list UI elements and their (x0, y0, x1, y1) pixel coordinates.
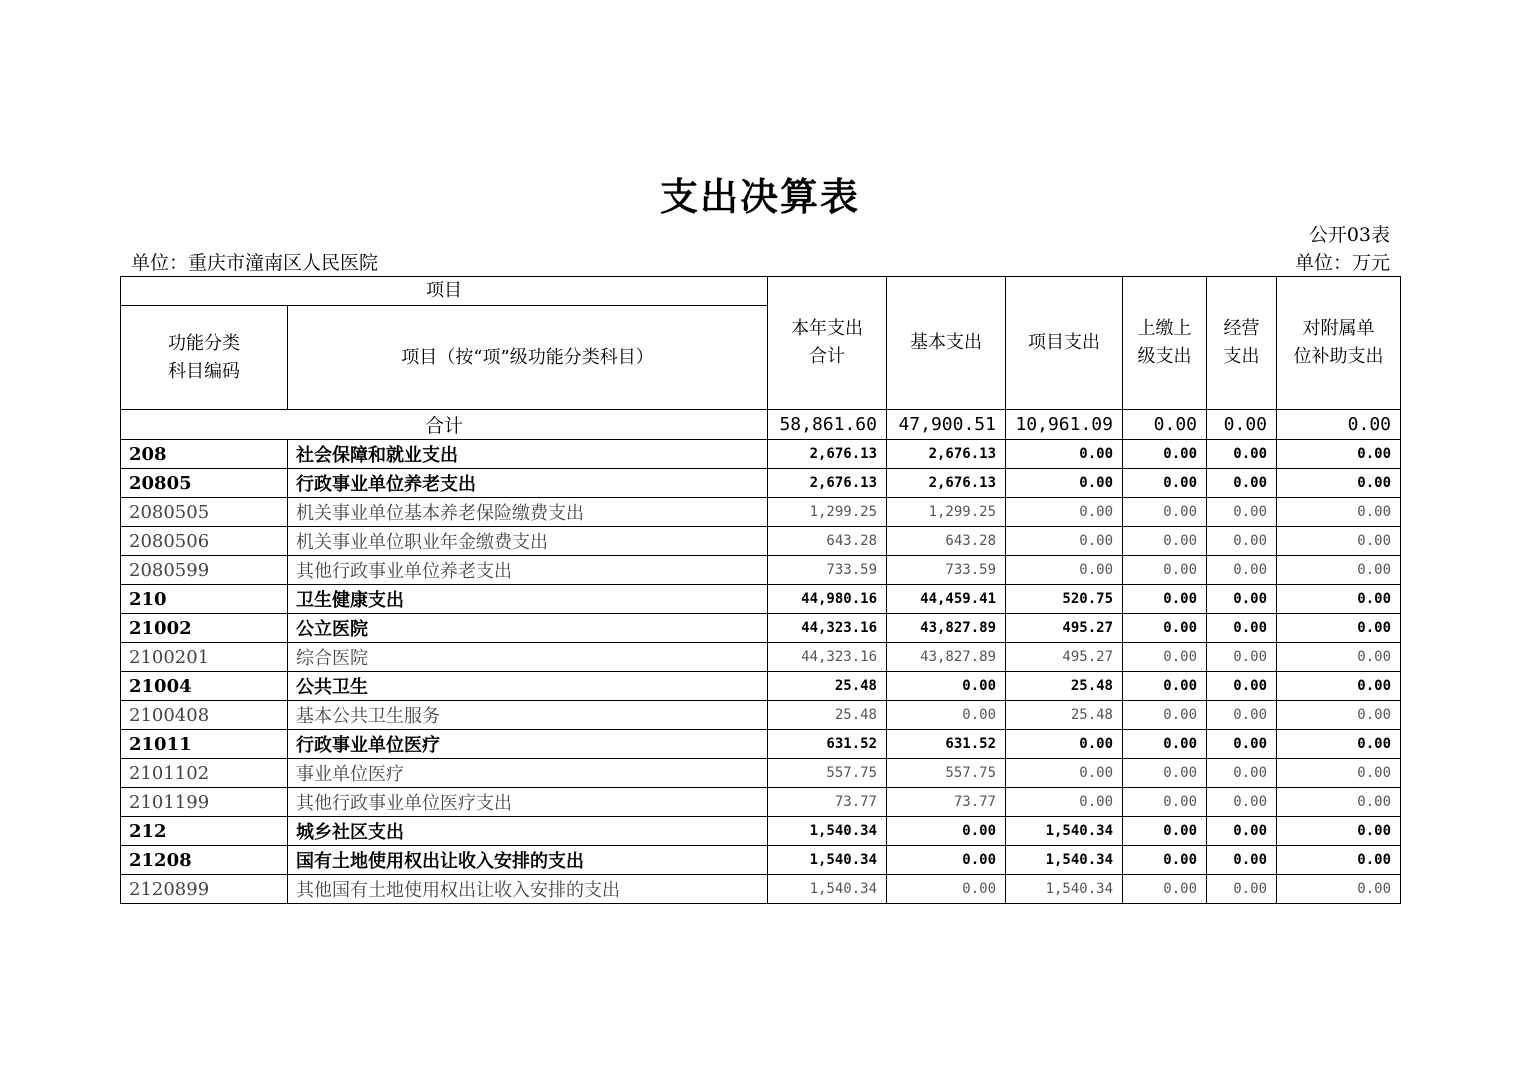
row-value: 0.00 (1006, 498, 1123, 527)
row-name: 公共卫生 (288, 672, 768, 701)
row-code: 2101199 (121, 788, 288, 817)
row-value: 0.00 (1123, 701, 1207, 730)
row-value: 0.00 (1207, 585, 1277, 614)
row-value: 631.52 (768, 730, 887, 759)
table-row (121, 759, 1401, 788)
table-row (121, 846, 1401, 875)
row-value: 0.00 (1277, 643, 1401, 672)
row-value: 43,827.89 (887, 643, 1006, 672)
row-code: 210 (121, 585, 288, 614)
row-name: 综合医院 (288, 643, 768, 672)
row-value: 0.00 (1277, 730, 1401, 759)
row-value: 0.00 (1123, 875, 1207, 904)
row-name: 公立医院 (288, 614, 768, 643)
row-value: 0.00 (1207, 817, 1277, 846)
row-value: 0.00 (1277, 846, 1401, 875)
header-basic: 基本支出 (887, 277, 1006, 410)
row-value: 2,676.13 (768, 469, 887, 498)
row-name: 其他行政事业单位养老支出 (288, 556, 768, 585)
row-value: 0.00 (1006, 759, 1123, 788)
row-value: 0.00 (1277, 498, 1401, 527)
row-value: 0.00 (1123, 759, 1207, 788)
table-row (121, 469, 1401, 498)
row-value: 44,323.16 (768, 643, 887, 672)
row-code: 2080506 (121, 527, 288, 556)
page-title: 支出决算表 (659, 174, 860, 219)
expenditure-table (120, 276, 1401, 904)
row-value: 0.00 (1207, 788, 1277, 817)
row-value: 44,980.16 (768, 585, 887, 614)
row-value: 0.00 (1207, 440, 1277, 469)
row-value: 0.00 (887, 672, 1006, 701)
row-value: 643.28 (887, 527, 1006, 556)
row-code: 212 (121, 817, 288, 846)
header-project: 项目支出 (1006, 277, 1123, 410)
row-code: 21002 (121, 614, 288, 643)
total-cell: 0.00 (1207, 410, 1277, 440)
header-upper: 上缴上 级支出 (1123, 277, 1207, 410)
row-value: 495.27 (1006, 614, 1123, 643)
total-cell: 0.00 (1277, 410, 1401, 440)
row-name: 机关事业单位基本养老保险缴费支出 (288, 498, 768, 527)
row-code: 21004 (121, 672, 288, 701)
row-value: 1,540.34 (1006, 875, 1123, 904)
table-row (121, 585, 1401, 614)
total-cell: 47,900.51 (887, 410, 1006, 440)
table-row (121, 556, 1401, 585)
row-value: 0.00 (1277, 614, 1401, 643)
row-name: 城乡社区支出 (288, 817, 768, 846)
row-value: 25.48 (1006, 701, 1123, 730)
row-value: 0.00 (1207, 672, 1277, 701)
row-value: 0.00 (1277, 556, 1401, 585)
row-value: 0.00 (1207, 556, 1277, 585)
row-code: 208 (121, 440, 288, 469)
row-code: 2080599 (121, 556, 288, 585)
row-name: 社会保障和就业支出 (288, 440, 768, 469)
form-code: 公开03表 (1308, 224, 1390, 246)
row-value: 0.00 (1277, 759, 1401, 788)
row-code: 2080505 (121, 498, 288, 527)
row-value: 557.75 (768, 759, 887, 788)
row-value: 0.00 (887, 875, 1006, 904)
row-value: 0.00 (1006, 527, 1123, 556)
row-value: 0.00 (1277, 701, 1401, 730)
total-row (121, 410, 1401, 440)
unit-organization: 单位：重庆市潼南区人民医院 (131, 252, 379, 274)
table-row (121, 701, 1401, 730)
table-row (121, 875, 1401, 904)
row-value: 0.00 (1123, 730, 1207, 759)
row-value: 2,676.13 (887, 440, 1006, 469)
row-code: 20805 (121, 469, 288, 498)
row-value: 0.00 (1277, 817, 1401, 846)
row-name: 其他国有土地使用权出让收入安排的支出 (288, 875, 768, 904)
row-value: 0.00 (1006, 788, 1123, 817)
row-name: 其他行政事业单位医疗支出 (288, 788, 768, 817)
row-code: 2100408 (121, 701, 288, 730)
row-value: 0.00 (1123, 498, 1207, 527)
row-value: 1,540.34 (768, 817, 887, 846)
table-row (121, 440, 1401, 469)
row-value: 0.00 (1123, 643, 1207, 672)
row-value: 73.77 (768, 788, 887, 817)
table-row (121, 498, 1401, 527)
row-value: 0.00 (1006, 556, 1123, 585)
row-value: 1,540.34 (1006, 817, 1123, 846)
row-value: 0.00 (887, 817, 1006, 846)
row-value: 43,827.89 (887, 614, 1006, 643)
row-value: 0.00 (1277, 469, 1401, 498)
row-value: 1,540.34 (1006, 846, 1123, 875)
row-value: 0.00 (1123, 817, 1207, 846)
row-value: 0.00 (1123, 672, 1207, 701)
row-value: 0.00 (887, 846, 1006, 875)
row-value: 0.00 (1277, 875, 1401, 904)
header-subsidy: 对附属单 位补助支出 (1277, 277, 1401, 410)
row-value: 631.52 (887, 730, 1006, 759)
row-value: 0.00 (1123, 614, 1207, 643)
row-value: 25.48 (1006, 672, 1123, 701)
row-value: 520.75 (1006, 585, 1123, 614)
row-value: 557.75 (887, 759, 1006, 788)
row-value: 0.00 (1123, 556, 1207, 585)
row-value: 0.00 (1277, 585, 1401, 614)
row-value: 0.00 (1277, 788, 1401, 817)
row-code: 2100201 (121, 643, 288, 672)
row-value: 0.00 (1277, 672, 1401, 701)
row-value: 0.00 (1207, 846, 1277, 875)
total-cell: 0.00 (1123, 410, 1207, 440)
row-value: 0.00 (1207, 614, 1277, 643)
row-code: 21208 (121, 846, 288, 875)
table-row (121, 730, 1401, 759)
row-value: 0.00 (1207, 730, 1277, 759)
row-value: 0.00 (1006, 730, 1123, 759)
table-row (121, 672, 1401, 701)
row-name: 行政事业单位医疗 (288, 730, 768, 759)
row-value: 0.00 (1123, 846, 1207, 875)
row-value: 0.00 (1123, 469, 1207, 498)
row-value: 73.77 (887, 788, 1006, 817)
row-value: 2,676.13 (887, 469, 1006, 498)
row-value: 1,299.25 (768, 498, 887, 527)
row-code: 2101102 (121, 759, 288, 788)
row-value: 0.00 (1123, 527, 1207, 556)
row-value: 0.00 (1207, 701, 1277, 730)
row-value: 495.27 (1006, 643, 1123, 672)
row-name: 机关事业单位职业年金缴费支出 (288, 527, 768, 556)
total-cell: 58,861.60 (768, 410, 887, 440)
row-code: 2120899 (121, 875, 288, 904)
row-value: 0.00 (1207, 527, 1277, 556)
row-value: 0.00 (1207, 469, 1277, 498)
row-value: 1,540.34 (768, 875, 887, 904)
row-value: 25.48 (768, 701, 887, 730)
unit-currency: 单位：万元 (1294, 252, 1390, 274)
row-name: 行政事业单位养老支出 (288, 469, 768, 498)
header-code: 功能分类 科目编码 (121, 306, 288, 410)
row-name: 卫生健康支出 (288, 585, 768, 614)
row-value: 0.00 (1207, 643, 1277, 672)
row-value: 2,676.13 (768, 440, 887, 469)
row-value: 733.59 (768, 556, 887, 585)
row-value: 0.00 (1123, 585, 1207, 614)
row-value: 0.00 (1207, 759, 1277, 788)
row-value: 1,299.25 (887, 498, 1006, 527)
row-value: 0.00 (1123, 788, 1207, 817)
header-total: 本年支出 合计 (768, 277, 887, 410)
row-value: 0.00 (1123, 440, 1207, 469)
row-name: 国有土地使用权出让收入安排的支出 (288, 846, 768, 875)
table-row (121, 788, 1401, 817)
table-row (121, 614, 1401, 643)
table-row (121, 817, 1401, 846)
header-name: 项目（按“项”级功能分类科目） (288, 306, 768, 410)
row-name: 基本公共卫生服务 (288, 701, 768, 730)
row-code: 21011 (121, 730, 288, 759)
row-value: 0.00 (887, 701, 1006, 730)
row-value: 0.00 (1277, 527, 1401, 556)
table-row (121, 643, 1401, 672)
row-value: 44,323.16 (768, 614, 887, 643)
total-cell: 10,961.09 (1006, 410, 1123, 440)
row-value: 0.00 (1207, 875, 1277, 904)
table-row (121, 527, 1401, 556)
row-value: 1,540.34 (768, 846, 887, 875)
header-item-group: 项目 (121, 277, 768, 306)
row-value: 733.59 (887, 556, 1006, 585)
row-name: 事业单位医疗 (288, 759, 768, 788)
total-label: 合计 (121, 410, 768, 440)
row-value: 643.28 (768, 527, 887, 556)
row-value: 0.00 (1006, 440, 1123, 469)
row-value: 25.48 (768, 672, 887, 701)
row-value: 0.00 (1207, 498, 1277, 527)
row-value: 0.00 (1277, 440, 1401, 469)
row-value: 44,459.41 (887, 585, 1006, 614)
row-value: 0.00 (1006, 469, 1123, 498)
header-operating: 经营 支出 (1207, 277, 1277, 410)
